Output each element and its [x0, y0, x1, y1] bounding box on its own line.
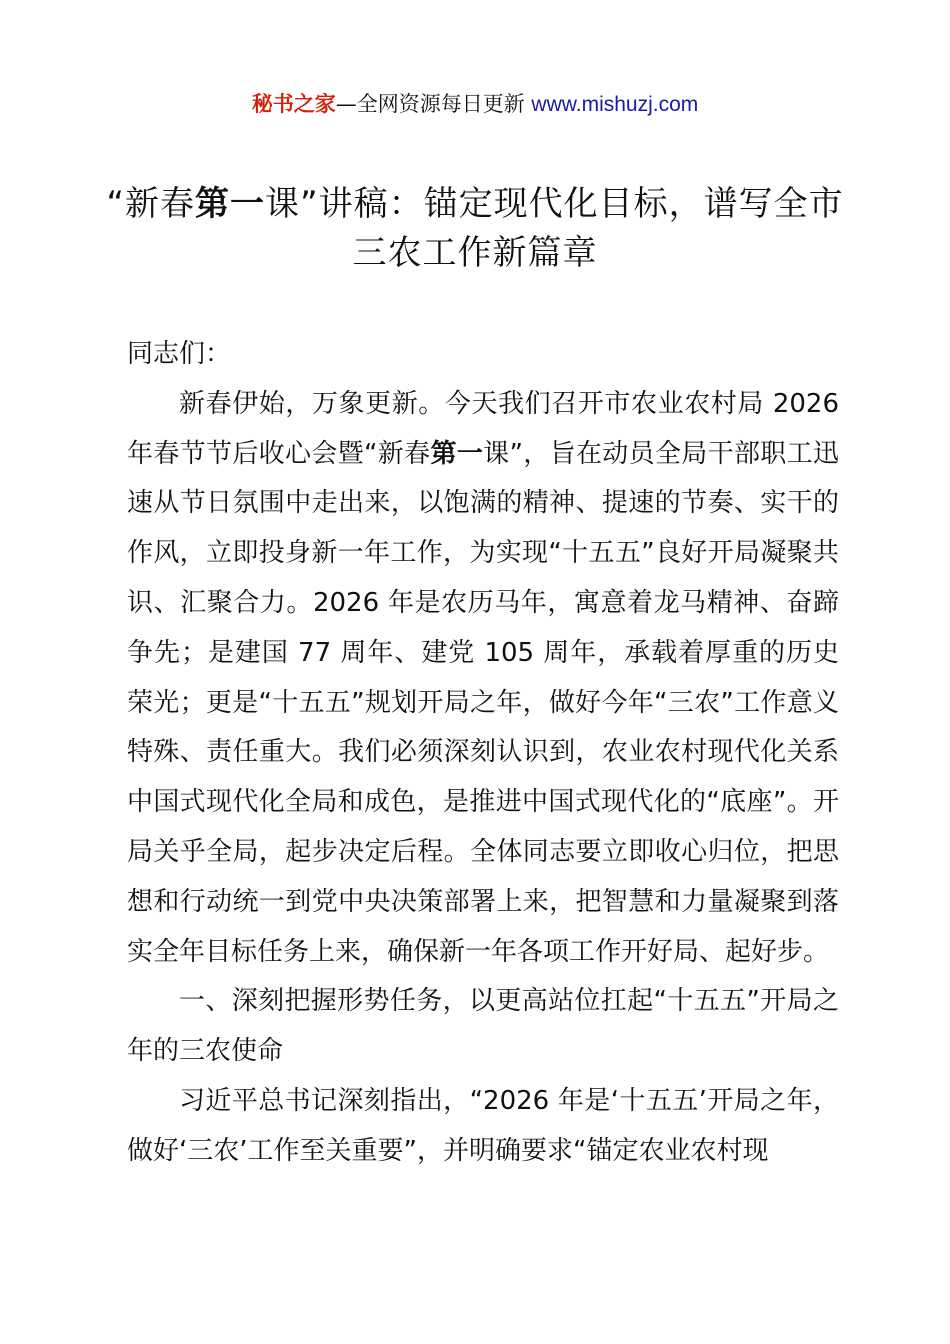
paragraph-intro-bold: 第一 [430, 438, 484, 469]
title-part-3: 课”讲稿：锚定现代化目标，谱写全市三农工作新篇章 [265, 184, 844, 273]
salutation: 同志们： [127, 339, 232, 369]
document-body [127, 330, 839, 1177]
site-header [0, 88, 950, 121]
site-url-link[interactable]: www.mishuzj.com [531, 93, 699, 116]
paragraph-section-1: 习近平总书记深刻指出，“2026 年是‘十五五’开局之年，做好‘三农’工作至关重要”，并明确要求“锚定农业农村现 [127, 1085, 839, 1166]
document-title [90, 180, 860, 278]
paragraph-intro [127, 380, 839, 978]
section-heading-1: 一、深刻把握形势任务，以更高站位扛起“十五五”开局之年的三农使命 [127, 986, 839, 1067]
title-part-bold: 第一 [195, 184, 265, 224]
paragraph-intro-part-a: 新春伊始，万象更新。今天我们召开市农业农村局 2026 年春节节后收心会暨“新春 [127, 388, 839, 469]
header-slogan: —全网资源每日更新 [335, 92, 525, 116]
title-part-1: “新春 [106, 184, 195, 224]
brand-name: 秘书之家 [251, 92, 336, 116]
paragraph-intro-part-b: 课”，旨在动员全局干部职工迅速从节日氛围中走出来，以饱满的精神、提速的节奏、实干的作风，立即投身新一年工作，为实现“十五五”良好开局凝聚共识、汇聚合力。2026 年是农历马年，寓意着龙马精神、奋蹄争先；是建国 77 周年、建党 105 周年，承载着厚重的历史荣光；更是“十五五”规划开局之年，做好今年“三农”工作意义特殊、责任重大。我们必须深刻认识到，农业农村现代化关系中国式现代化全局和成色，是推进中国式现代化的“底座”。开局关乎全局，起步决定后程。全体同志要立即收心归位，把思想和行动统一到党中央决策部署上来，把智慧和力量凝聚到落实全年目标任务上来，确保新一年各项工作开好局、起好步。 [127, 438, 839, 967]
